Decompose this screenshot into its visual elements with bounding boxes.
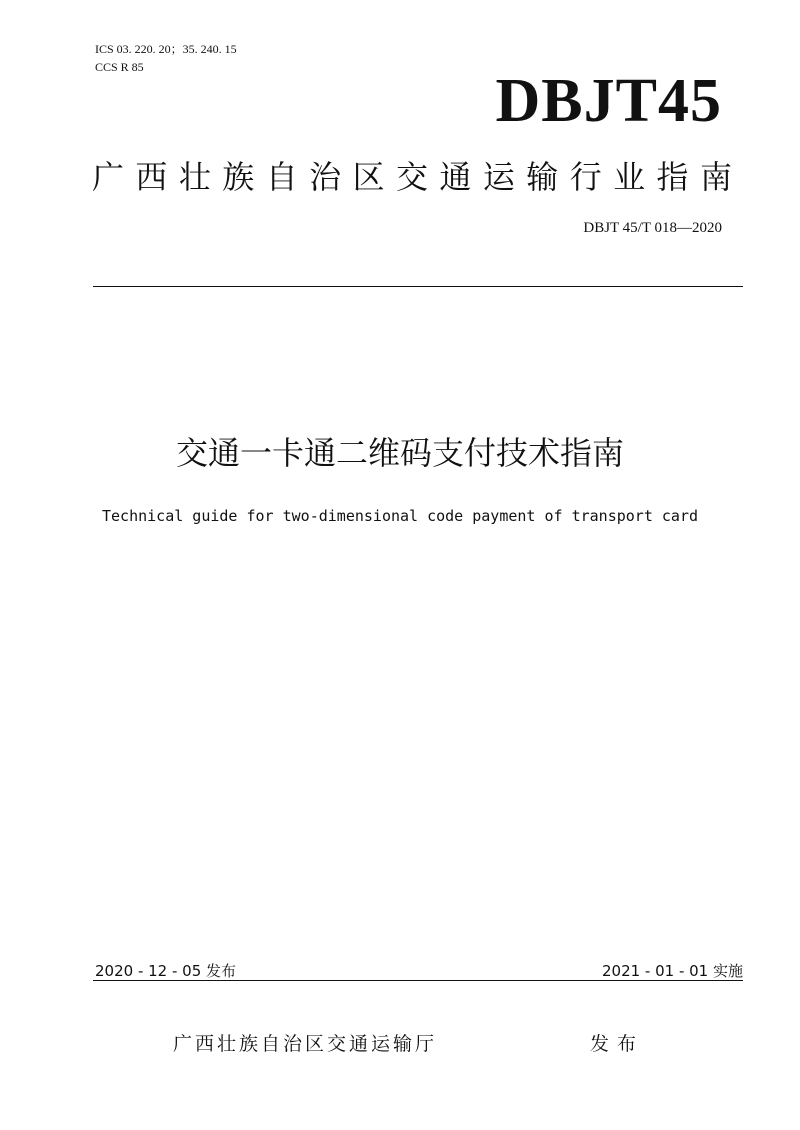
header-divider (93, 286, 743, 287)
standard-code-heading: DBJT45 (495, 67, 722, 135)
document-title-english: Technical guide for two-dimensional code payment of transport card (101, 507, 699, 525)
publisher-name: 广西壮族自治区交通运输厅 (173, 1033, 438, 1055)
issue-date: 2020 - 12 - 05 发布 (95, 962, 237, 980)
ics-code: ICS 03. 220. 20；35. 240. 15 (95, 42, 237, 56)
footer-divider (93, 980, 743, 981)
standard-number: DBJT 45/T 018—2020 (583, 220, 722, 236)
issuer-title: 广西壮族自治区交通运输行业指南 (92, 158, 732, 196)
implementation-date: 2021 - 01 - 01 实施 (601, 962, 743, 980)
publish-label: 发布 (590, 1033, 645, 1055)
document-title: 交通一卡通二维码支付技术指南 (175, 434, 624, 472)
ccs-code: CCS R 85 (95, 60, 144, 74)
